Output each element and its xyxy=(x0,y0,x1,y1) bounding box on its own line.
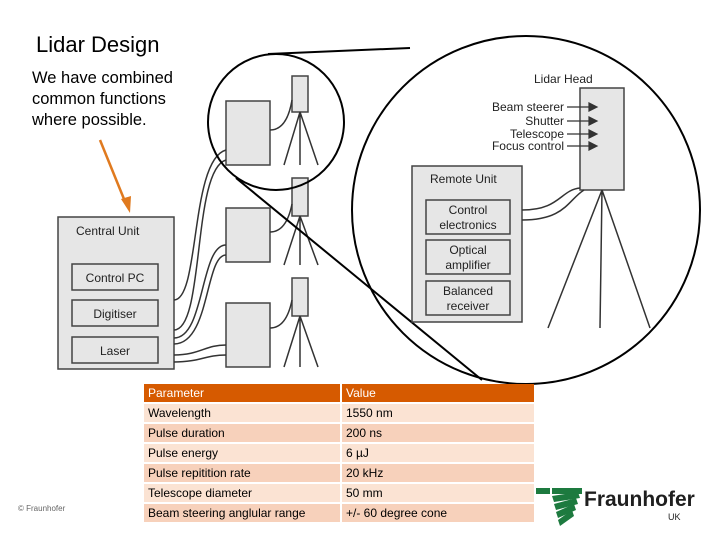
cable-central-3b xyxy=(174,355,226,362)
slide-title: Lidar Design xyxy=(36,32,160,57)
table-row xyxy=(144,464,534,482)
cable-central-3a xyxy=(174,345,226,355)
cable-central-1a xyxy=(174,150,226,300)
table-row xyxy=(144,424,534,442)
cable-1 xyxy=(270,100,292,130)
annotation-arrowhead xyxy=(121,196,131,213)
table-cell-value: 20 kHz xyxy=(342,464,534,482)
table-cell-value: 1550 nm xyxy=(342,404,534,422)
table-row xyxy=(144,484,534,502)
table-cell-parameter: Telescope diameter xyxy=(144,484,340,502)
remote-unit-box-2 xyxy=(226,208,270,262)
remote-module-control-electronics: Control electronics xyxy=(439,203,497,232)
remote-unit-box-3 xyxy=(226,303,270,367)
tripod-3 xyxy=(284,316,318,367)
cable-central-2a xyxy=(174,245,226,338)
lidar-head-function-2: Telescope xyxy=(509,127,564,141)
parameter-table xyxy=(142,382,536,524)
table-row xyxy=(144,504,534,522)
table-cell-parameter: Pulse duration xyxy=(144,424,340,442)
central-module-laser: Laser xyxy=(99,344,131,358)
table-header-parameter: Parameter xyxy=(144,384,340,402)
remote-to-head-cable-2 xyxy=(522,190,584,220)
lidar-head-box xyxy=(580,88,624,190)
central-module-control-pc: Control PC xyxy=(85,271,145,285)
remote-to-head-cable xyxy=(522,188,580,210)
tripod-1 xyxy=(284,112,318,165)
table-cell-value: 200 ns xyxy=(342,424,534,442)
copyright-notice: © Fraunhofer xyxy=(18,504,66,513)
lidar-head-small-1 xyxy=(292,76,308,112)
lidar-head-tripod xyxy=(548,190,650,328)
logo-sub: UK xyxy=(668,512,681,522)
cable-3 xyxy=(270,300,292,328)
central-module-digitiser: Digitiser xyxy=(93,307,137,321)
table-cell-parameter: Wavelength xyxy=(144,404,340,422)
table-cell-parameter: Beam steering anglular range xyxy=(144,504,340,522)
table-cell-value: +/- 60 degree cone xyxy=(342,504,534,522)
table-header-row xyxy=(144,384,534,402)
remote-module-balanced-receiver: Balanced receiver xyxy=(442,284,494,313)
table-cell-value: 50 mm xyxy=(342,484,534,502)
cable-central-1b xyxy=(174,160,226,330)
table-cell-parameter: Pulse repitition rate xyxy=(144,464,340,482)
logo-band xyxy=(536,488,550,494)
zoom-connector-top xyxy=(268,48,410,54)
annotation-arrow xyxy=(100,140,126,204)
table-row xyxy=(144,404,534,422)
remote-unit-title: Remote Unit xyxy=(430,172,497,186)
lidar-head-function-3: Focus control xyxy=(491,139,564,153)
lidar-head-function-0: Beam steerer xyxy=(491,100,564,114)
remote-unit-box-1 xyxy=(226,101,270,165)
table-row xyxy=(144,444,534,462)
central-unit-title: Central Unit xyxy=(76,224,140,238)
remote-module-optical-amplifier: Optical amplifier xyxy=(445,243,491,272)
table-cell-parameter: Pulse energy xyxy=(144,444,340,462)
lidar-head-function-1: Shutter xyxy=(525,114,564,128)
table-cell-value: 6 µJ xyxy=(342,444,534,462)
logo-name: Fraunhofer xyxy=(584,488,695,511)
slide-subtitle: We have combined common functions where possible. xyxy=(32,69,173,129)
lidar-head-title: Lidar Head xyxy=(534,72,593,86)
lidar-head-small-3 xyxy=(292,278,308,316)
table-header-value: Value xyxy=(342,384,534,402)
